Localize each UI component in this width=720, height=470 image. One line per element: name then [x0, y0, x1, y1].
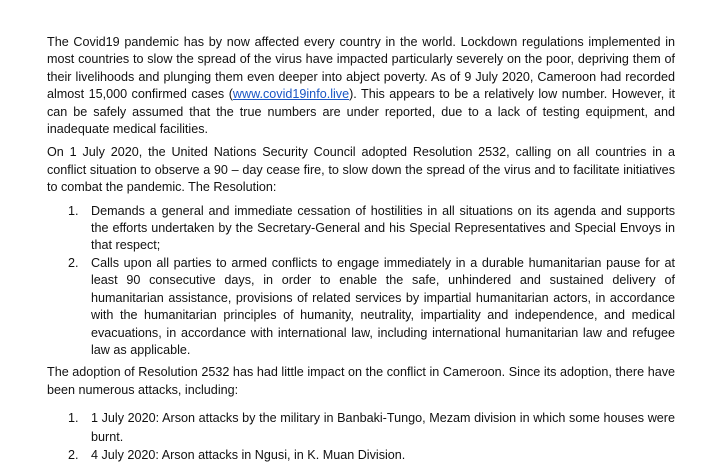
- list-item-text: 4 July 2020: Arson attacks in Ngusi, in K. Muan Division.: [91, 448, 406, 463]
- list-item-text: Calls upon all parties to armed conflicts to engage immediately in a durable humanitarian pause for at least 90 consecutive days, in order to enable the safe, unhindered and sustained delivery of humanitarian assistance, provisions of related services by impartial humanitarian actors, in accordance with the humanitarian principles of humanity, neutrality, impartiality and independence, and medical evacuations, in accordance with international law, including international humanitarian law and refugee law as applicable.: [91, 255, 675, 357]
- document-page: [47, 34, 675, 470]
- covid19info-link[interactable]: www.covid19info.live: [232, 87, 350, 102]
- resolution-list: [47, 203, 675, 360]
- attacks-list: [47, 409, 675, 465]
- list-item-text: Demands a general and immediate cessation of hostilities in all situations on its agenda and supports the efforts undertaken by the Secretary-General and his Special Representatives and Special Envoys in that respect;: [91, 203, 675, 253]
- list-item-number: 2.: [68, 255, 79, 270]
- impact-paragraph: The adoption of Resolution 2532 has had little impact on the conflict in Cameroon. Since its adoption, there have been numerous attacks, including:: [47, 365, 675, 397]
- resolution-paragraph: On 1 July 2020, the United Nations Security Council adopted Resolution 2532, calling on all countries in a conflict situation to observe a 90 – day cease fire, to slow down the spread of the virus and to facilitate initiatives to combat the pandemic. The Resolution:: [47, 145, 675, 195]
- list-item-number: 1.: [68, 411, 79, 426]
- attack-list-item: [47, 409, 675, 446]
- list-item-number: 2.: [68, 448, 79, 463]
- list-item-text: 1 July 2020: Arson attacks by the military in Banbaki-Tungo, Mezam division in which some houses were burnt.: [91, 411, 675, 444]
- list-item-number: 1.: [68, 203, 79, 218]
- resolution-list-item: [47, 255, 675, 359]
- intro-text-start: The Covid19 pandemic has by now affected every country in the world. Lockdown regulations implemented in most countries to slow the spread of the virus have impacted particularly severely on the poor, depriving them of their livelihoods and plunging them even deeper into abject poverty. As of 9 July 2020, Cameroon had recorded almost 15,000 confirmed cases (: [47, 35, 675, 102]
- intro-paragraph: [47, 34, 675, 138]
- attack-list-item: [47, 446, 675, 465]
- resolution-list-item: [47, 203, 675, 255]
- intro-text-end: ). This appears to be a relatively low number. However, it can be safely assumed that the true numbers are under reported, due to a lack of testing equipment, and inadequate medical facilities.: [47, 87, 675, 137]
